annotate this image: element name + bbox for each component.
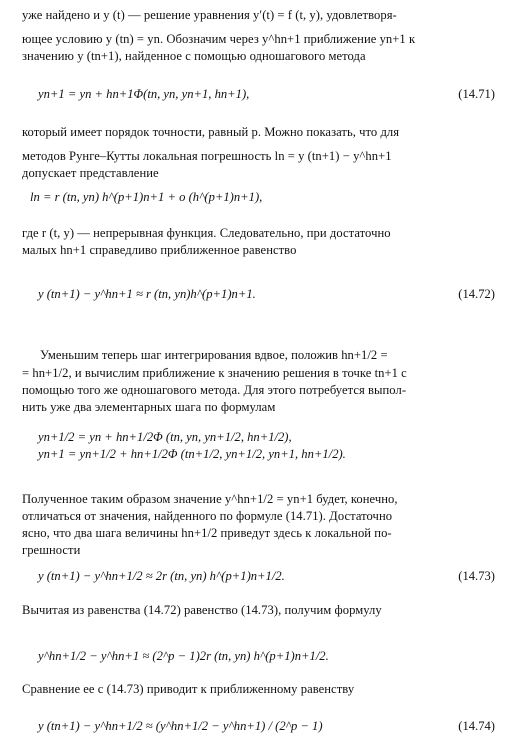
equation-number-14-72: (14.72) — [458, 287, 495, 301]
paragraph-5-line-4: грешности — [22, 543, 81, 557]
equation-local-error: ln = r (tn, yn) h^(p+1)n+1 + o (h^(p+1)n+1), — [30, 190, 263, 204]
equation-number-14-74: (14.74) — [458, 719, 495, 733]
paragraph-3-line-2: малых hn+1 справедливо приближенное равенство — [22, 243, 297, 257]
paragraph-6-line-1: Вычитая из равенства (14.72) равенство (14.73), получим формулу — [22, 603, 382, 617]
paragraph-5-line-2: отличаться от значения, найденного по формуле (14.71). Достаточно — [22, 509, 393, 523]
paragraph-1-line-2: ющее условию y (tn) = yn. Обозначим через y^hn+1 приближение yn+1 к — [22, 32, 416, 46]
paragraph-1-line-1: уже найдено и y (t) — решение уравнения y′(t) = f (t, y), удовлетворя- — [22, 8, 397, 22]
paragraph-4-line-4: нить уже два элементарных шага по формулам — [22, 400, 276, 414]
paragraph-2-line-2: методов Рунге–Кутты локальная погрешность ln = y (tn+1) − y^hn+1 — [22, 149, 392, 163]
paragraph-2-line-1: который имеет порядок точности, равный p. Можно показать, что для — [22, 125, 400, 139]
equation-14-71: yn+1 = yn + hn+1Φ(tn, yn, yn+1, hn+1), — [38, 87, 250, 101]
equation-14-72: y (tn+1) − y^hn+1 ≈ r (tn, yn)h^(p+1)n+1. — [38, 287, 256, 301]
paragraph-4-line-3: помощью того же одношагового метода. Для этого потребуется выпол- — [22, 383, 407, 397]
paragraph-1-line-3: значению y (tn+1), найденное с помощью одношагового метода — [22, 49, 366, 63]
paragraph-4-line-1: Уменьшим теперь шаг интегрирования вдвое, положив hn+1/2 = — [40, 348, 388, 362]
equation-14-73: y (tn+1) − y^hn+1/2 ≈ 2r (tn, yn) h^(p+1)n+1/2. — [38, 569, 285, 583]
equation-half-step-1: yn+1/2 = yn + hn+1/2Φ (tn, yn, yn+1/2, hn+1/2), — [38, 430, 292, 444]
paragraph-4-line-2: = hn+1/2, и вычислим приближение к значению решения в точке tn+1 с — [22, 366, 407, 380]
paragraph-3-line-1: где r (t, y) — непрерывная функция. Следовательно, при достаточно — [22, 226, 391, 240]
equation-14-74: y (tn+1) − y^hn+1/2 ≈ (y^hn+1/2 − y^hn+1) / (2^p − 1) — [38, 719, 323, 733]
equation-number-14-73: (14.73) — [458, 569, 495, 583]
paragraph-7-line-1: Сравнение ее с (14.73) приводит к приближенному равенству — [22, 682, 355, 696]
paragraph-2-line-3: допускает представление — [22, 166, 159, 180]
equation-number-14-71: (14.71) — [458, 87, 495, 101]
paragraph-5-line-3: ясно, что два шага величины hn+1/2 приведут здесь к локальной по- — [22, 526, 392, 540]
paragraph-5-line-1: Полученное таким образом значение y^hn+1/2 = yn+1 будет, конечно, — [22, 492, 398, 506]
equation-half-step-2: yn+1 = yn+1/2 + hn+1/2Φ (tn+1/2, yn+1/2, yn+1, hn+1/2). — [38, 447, 346, 461]
equation-difference: y^hn+1/2 − y^hn+1 ≈ (2^p − 1)2r (tn, yn) h^(p+1)n+1/2. — [38, 649, 329, 663]
